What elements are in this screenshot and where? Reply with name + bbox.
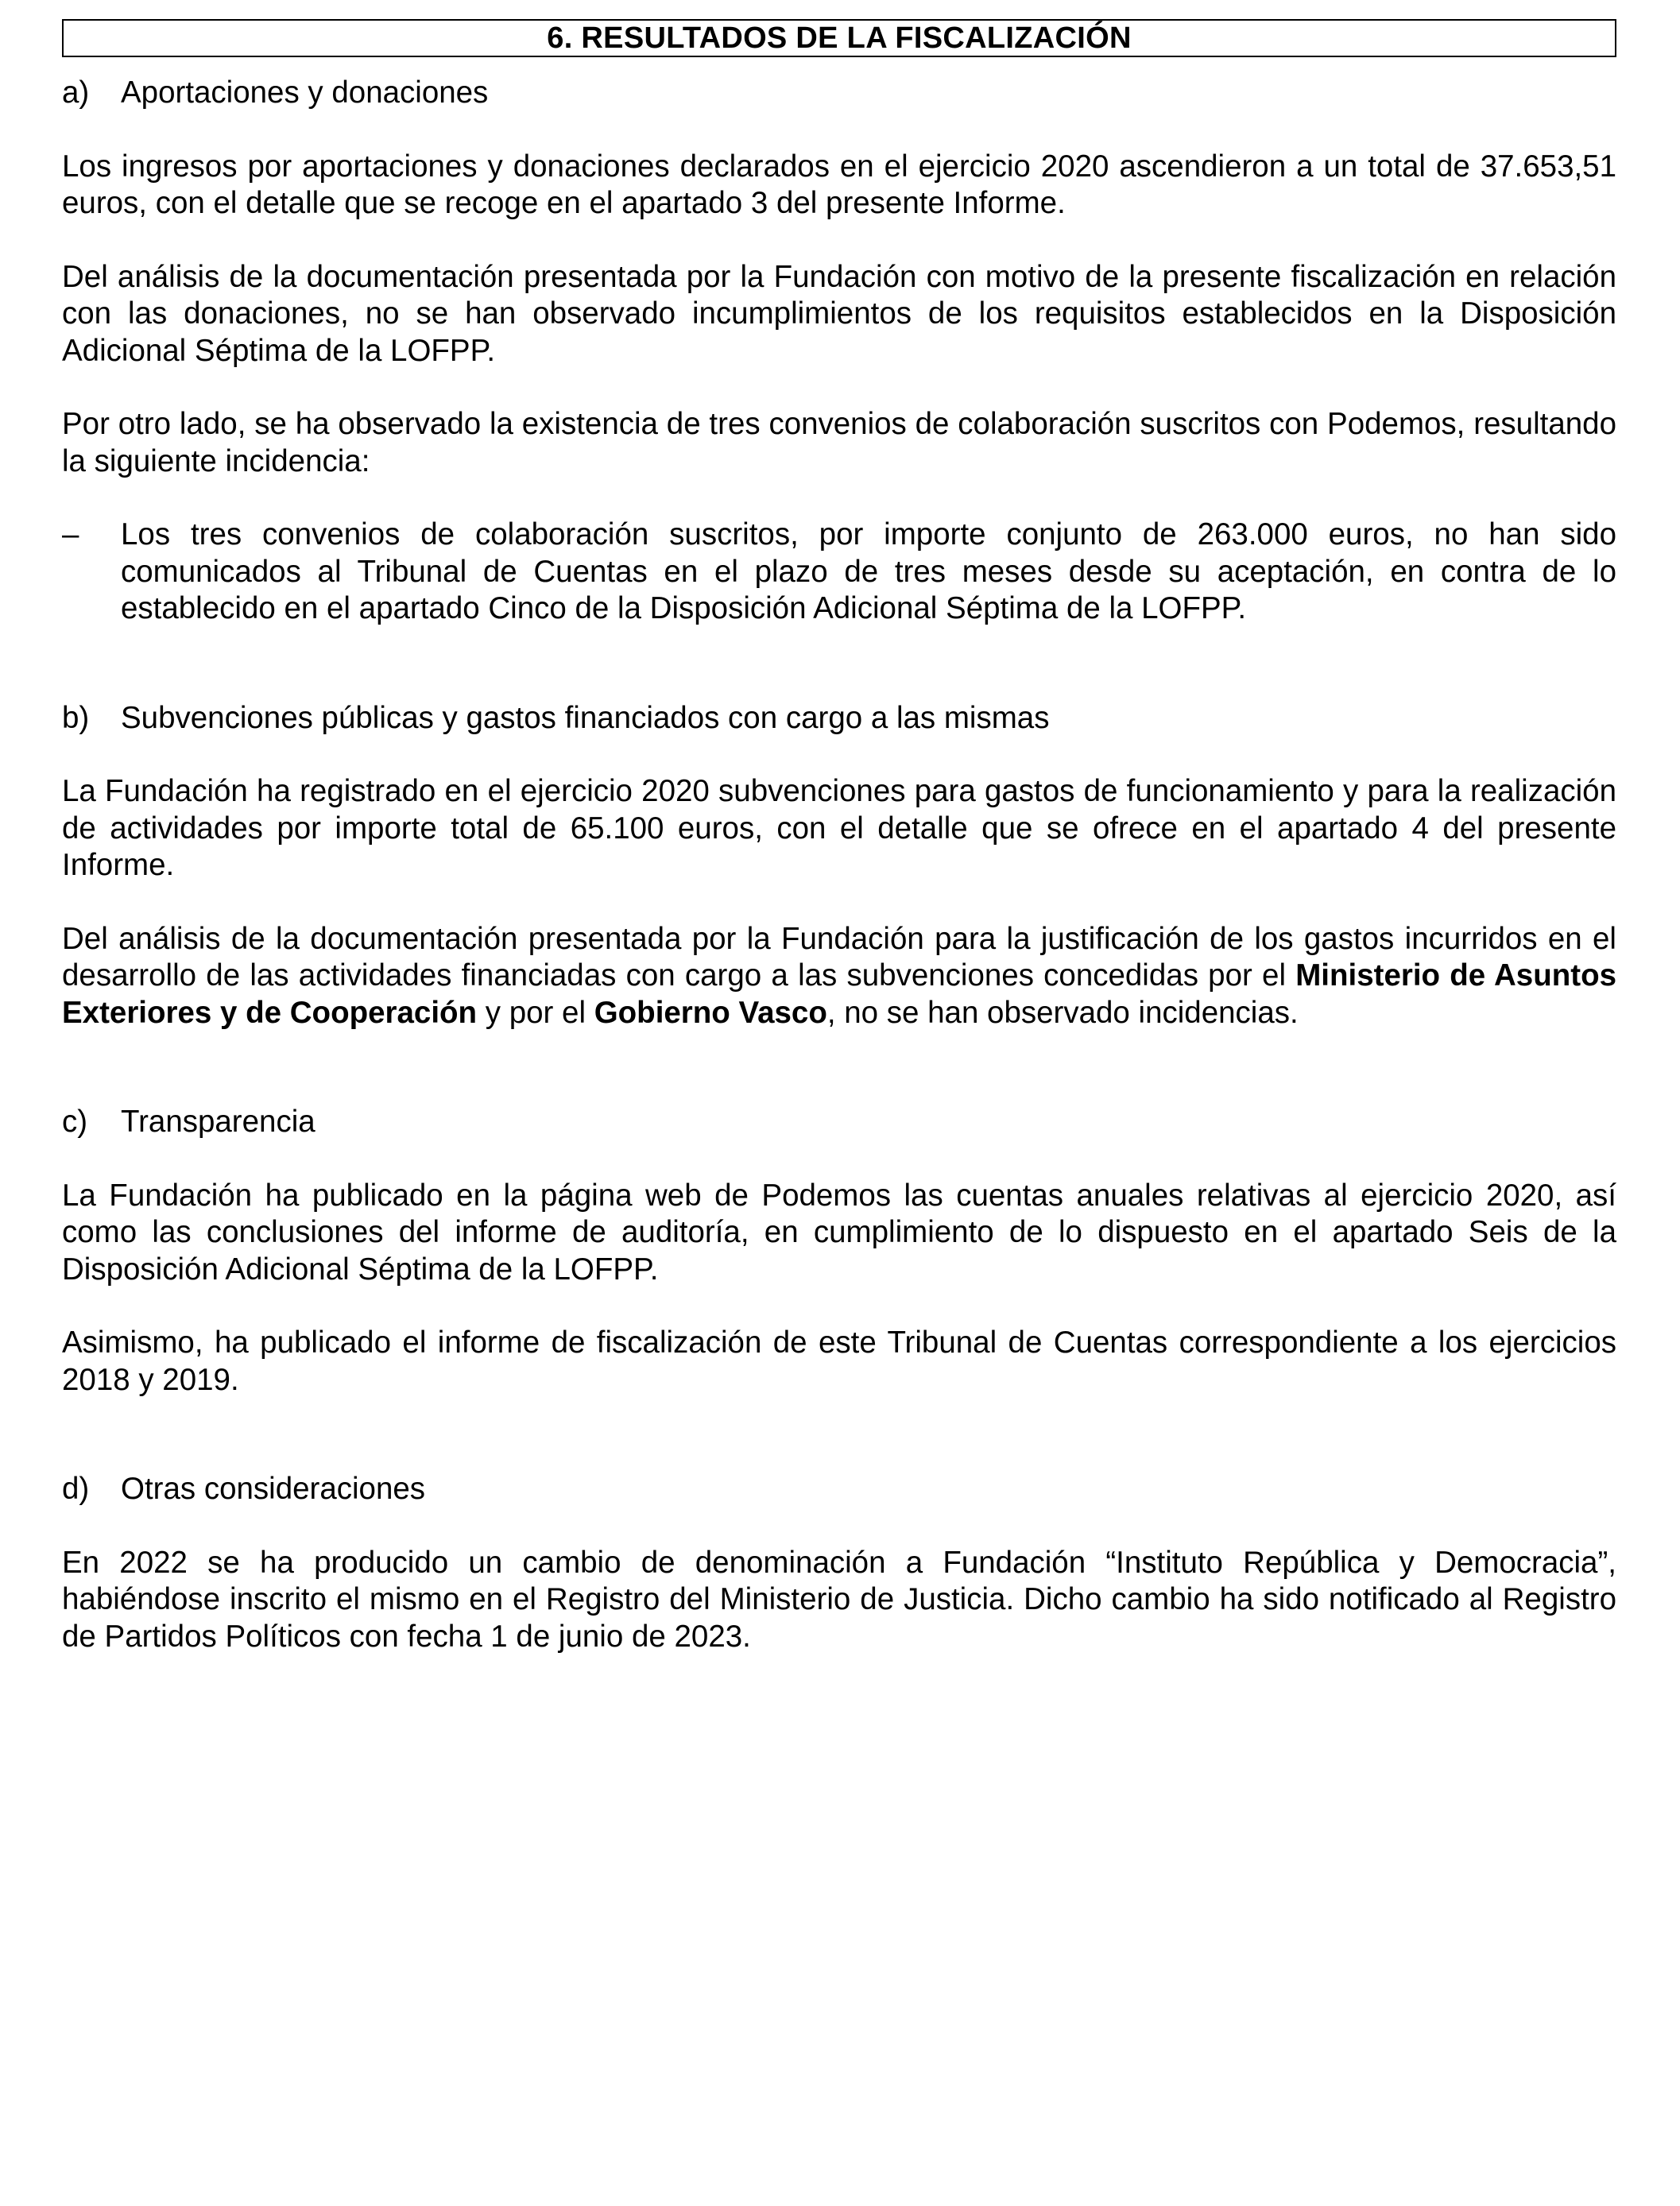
text-run: , no se han observado incidencias. [826, 995, 1299, 1030]
bullet-marker: – [62, 517, 79, 552]
bold-entity-ministerio: Ministerio de Asuntos Exteriores y de Cooperación [62, 958, 1617, 1030]
paragraph: Los ingresos por aportaciones y donaciones declarados en el ejercicio 2020 ascendieron a un total de 37.653,51 euros, con el detalle que se recoge en el apartado 3 del presente Informe. [62, 149, 1616, 220]
heading-label: b) [62, 700, 90, 735]
paragraph: En 2022 se ha producido un cambio de denominación a Fundación “Instituto República y Democracia”, habiéndose inscrito el mismo en el Registro del Ministerio de Justicia. Dicho cambio ha sido notificado al Registro de Partidos Políticos con fecha 1 de junio de 2023. [62, 1545, 1616, 1654]
heading-transparencia [62, 1104, 1616, 1141]
heading-text: Otras consideraciones [121, 1472, 426, 1506]
paragraph: Del análisis de la documentación presentada por la Fundación con motivo de la presente fiscalización en relación con las donaciones, no se han observado incumplimientos de los requisitos establecidos en la Disposición Adicional Séptima de la LOFPP. [62, 259, 1616, 368]
heading-aportaciones [62, 75, 1616, 112]
heading-subvenciones [62, 700, 1616, 737]
document-page [62, 19, 1616, 1655]
paragraph: La Fundación ha publicado en la página web de Podemos las cuentas anuales relativas al ejercicio 2020, así como las conclusiones del informe de auditoría, en cumplimiento de lo dispuesto en el apartado Seis de la Disposición Adicional Séptima de la LOFPP. [62, 1178, 1616, 1287]
text-run: y por el [477, 995, 594, 1030]
heading-text: Transparencia [121, 1105, 315, 1139]
paragraph: La Fundación ha registrado en el ejercicio 2020 subvenciones para gastos de funcionamiento y para la realización de actividades por importe total de 65.100 euros, con el detalle que se ofrece en el apartado 4 del presente Informe. [62, 774, 1616, 882]
paragraph: Por otro lado, se ha observado la existencia de tres convenios de colaboración suscritos con Podemos, resultando la siguiente incidencia: [62, 407, 1616, 478]
bold-entity-gobierno: Gobierno Vasco [594, 995, 827, 1030]
paragraph: Asimismo, ha publicado el informe de fiscalización de este Tribunal de Cuentas correspondiente a los ejercicios 2018 y 2019. [62, 1326, 1616, 1397]
heading-text: Aportaciones y donaciones [121, 75, 489, 110]
heading-otras [62, 1471, 1616, 1508]
heading-text: Subvenciones públicas y gastos financiados con cargo a las mismas [121, 700, 1050, 735]
bullet-item [62, 517, 1616, 628]
text-run: Del análisis de la documentación presentada por la Fundación para la justificación de los gastos incurridos en el desarrollo de las actividades financiadas con cargo a las subvenciones concedidas por el [62, 921, 1616, 993]
heading-label: c) [62, 1105, 88, 1139]
paragraph [62, 921, 1616, 1032]
bullet-text: Los tres convenios de colaboración suscritos, por importe conjunto de 263.000 euros, no han sido comunicados al Tribunal de Cuentas en el plazo de tres meses desde su aceptación, en contra de lo establecido en el apartado Cinco de la Disposición Adicional Séptima de la LOFPP. [121, 517, 1616, 625]
heading-label: a) [62, 75, 90, 110]
heading-label: d) [62, 1472, 90, 1506]
section-title: 6. RESULTADOS DE LA FISCALIZACIÓN [62, 19, 1616, 57]
